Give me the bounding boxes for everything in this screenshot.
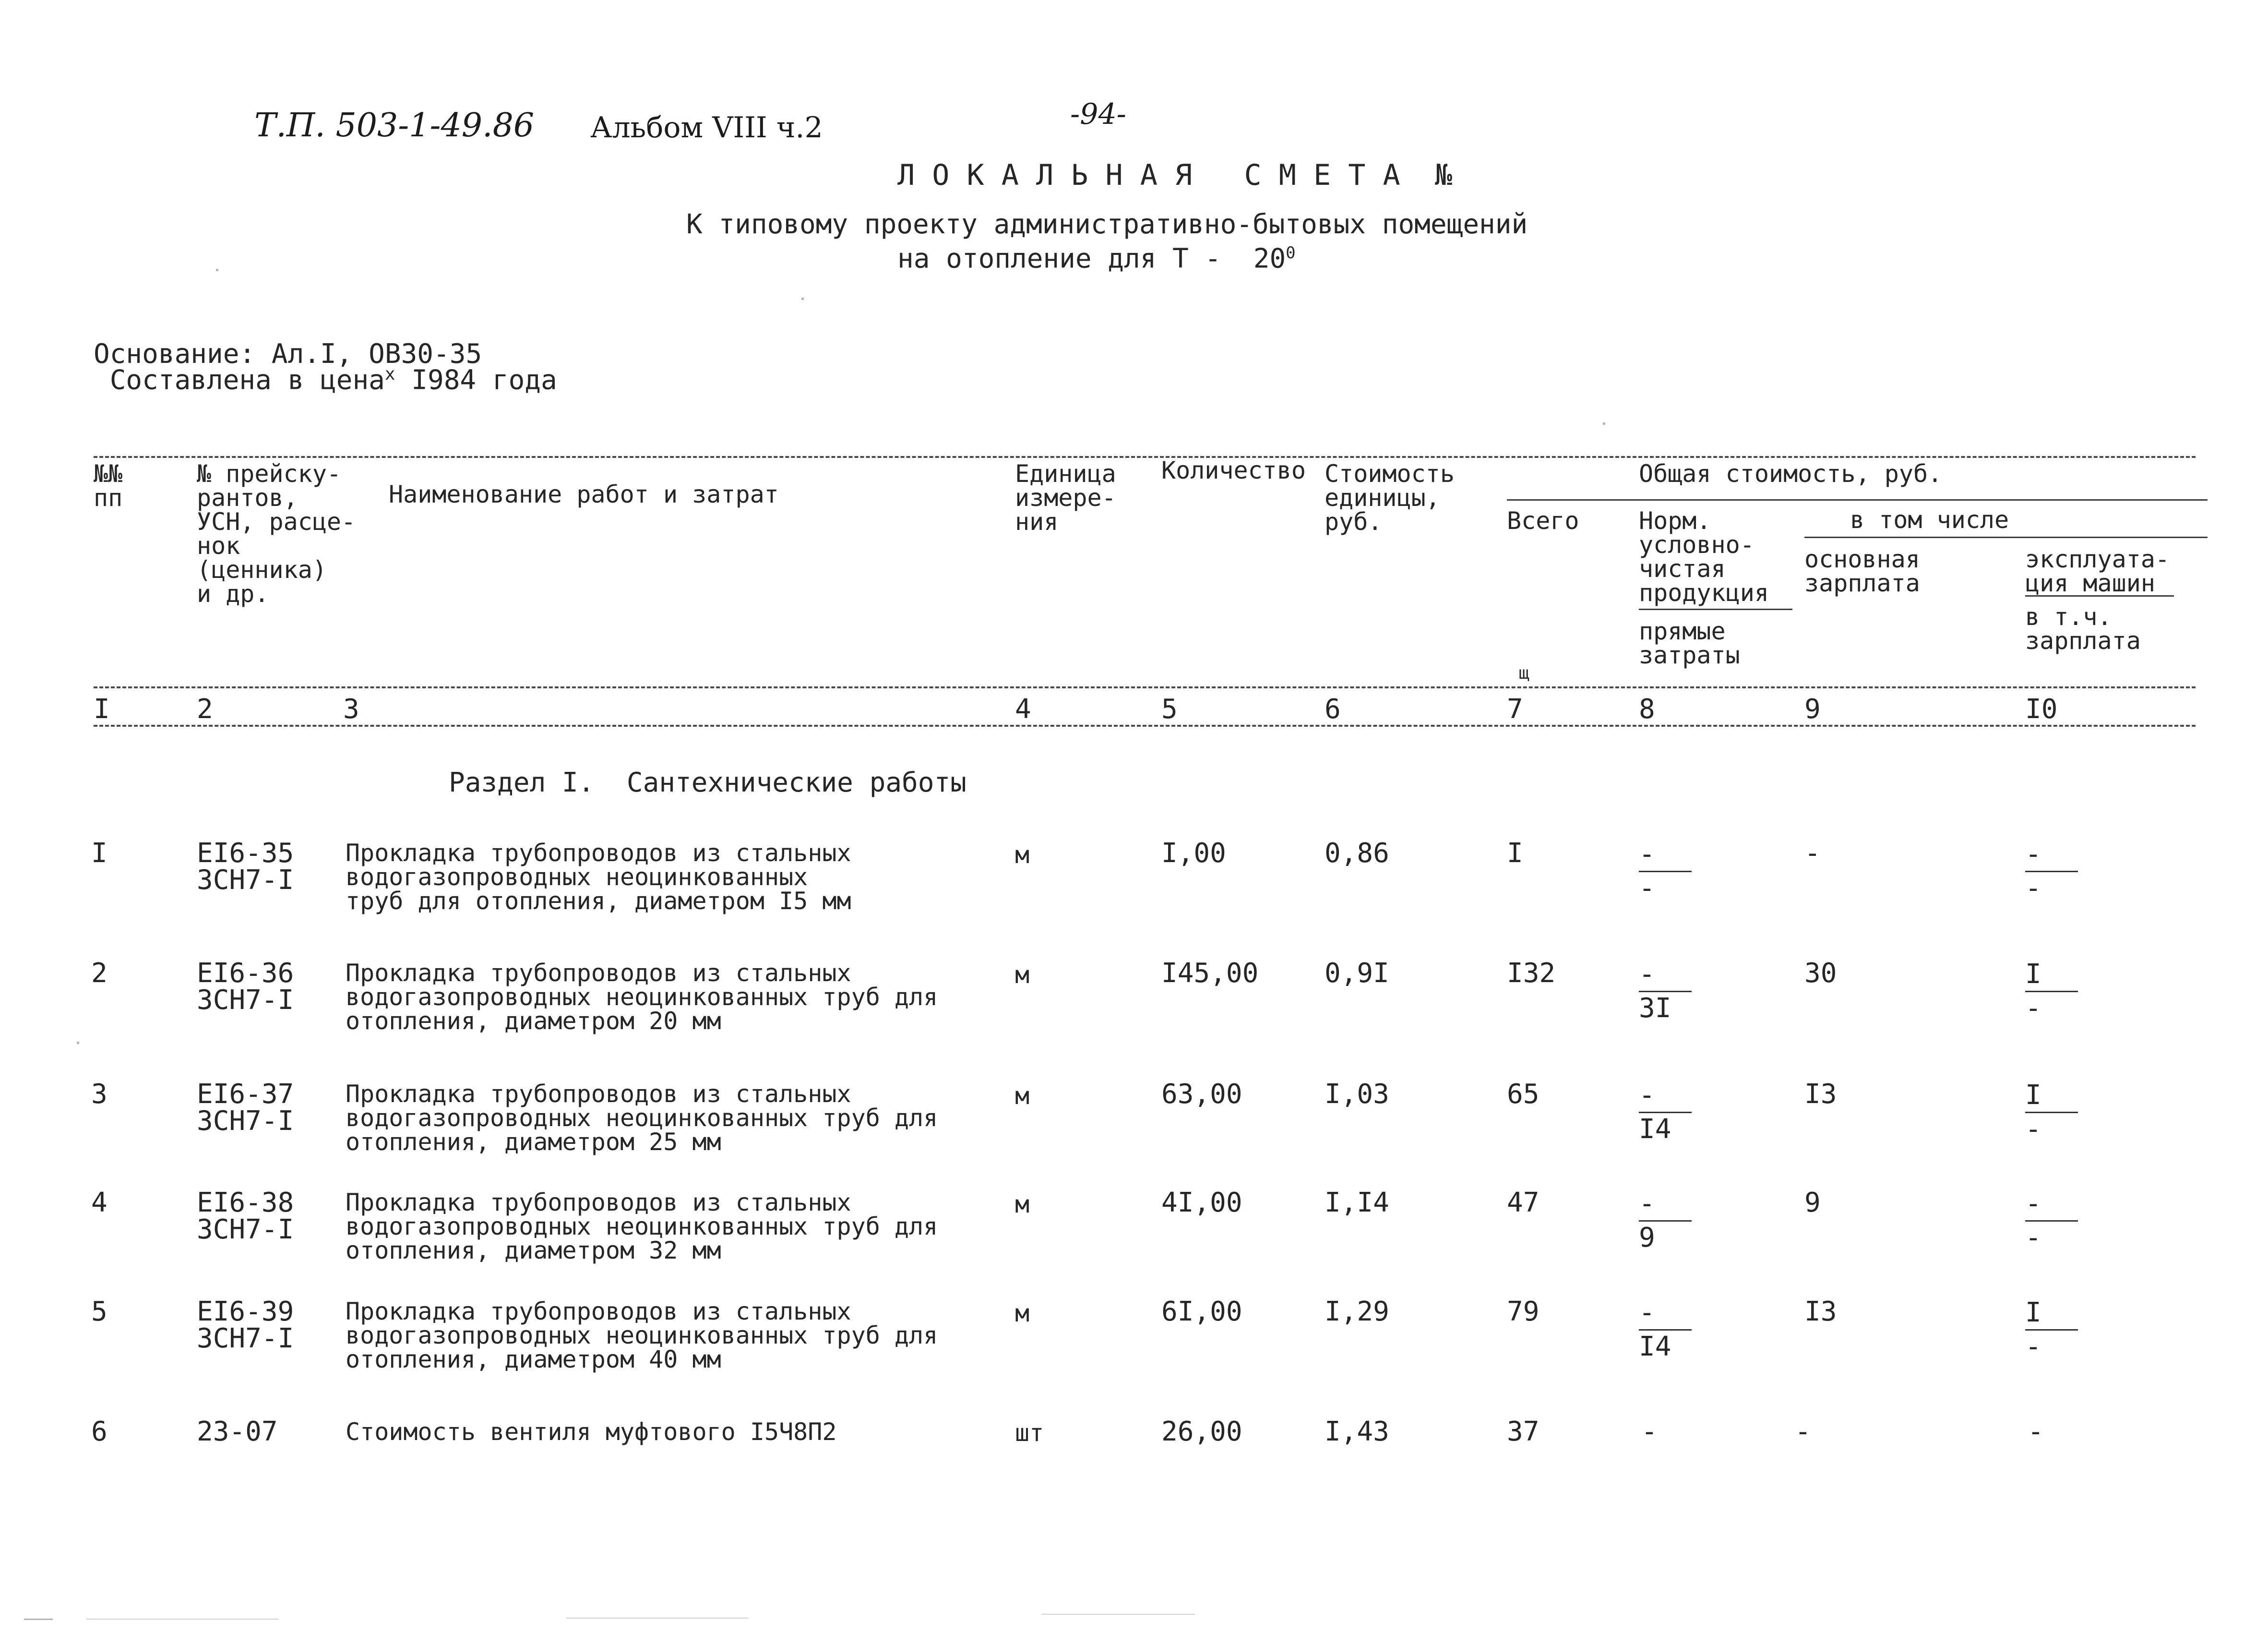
stray-mark: щ xyxy=(1519,663,1529,683)
row-number: 5 xyxy=(91,1296,107,1327)
row-machines-top: I xyxy=(2025,1297,2041,1328)
row-norm-fraction xyxy=(1639,961,1701,1022)
fraction-bar xyxy=(1639,991,1692,992)
header-col-unit-cost: Стоимость единицы, руб. xyxy=(1325,460,1455,536)
row-machines: - xyxy=(2028,1416,2044,1447)
row-machines-top: I xyxy=(2025,1080,2041,1111)
total-group-rule xyxy=(1507,499,2208,501)
row-machines-bottom: - xyxy=(2025,993,2041,1024)
header-col-machines-salary: в т.ч. зарплата xyxy=(2025,603,2141,655)
section-title: Раздел I. Сантехнические работы xyxy=(449,767,967,798)
row-name: Прокладка трубопроводов из стальных водогазопроводных неоцинкованных труб для отопления, диаметром 20 мм xyxy=(346,959,938,1035)
album-label: Альбом VIII ч.2 xyxy=(590,111,823,144)
header-col-code: № прейску- рантов, УСН, расце- нок (ценника) и др. xyxy=(197,460,356,608)
scan-speck xyxy=(86,1619,278,1620)
row-salary: - xyxy=(1795,1416,1811,1447)
header-col-norm: Норм. условно- чистая продукция xyxy=(1639,507,1769,607)
column-number-5: 5 xyxy=(1161,694,1178,725)
row-total: 47 xyxy=(1507,1187,1540,1218)
row-norm-bottom: I4 xyxy=(1639,1114,1671,1145)
row-salary: 9 xyxy=(1804,1187,1821,1218)
fraction-bar xyxy=(2025,991,2078,992)
row-code: ЕI6-35 ЗСН7-I xyxy=(197,838,294,896)
row-total: 37 xyxy=(1507,1416,1540,1447)
header-col-machines: эксплуата- ция машин xyxy=(2025,545,2170,597)
header-col-nn: №№ пп xyxy=(94,460,123,512)
fraction-bar xyxy=(2025,1220,2078,1222)
scan-speck xyxy=(801,298,804,300)
row-unit-cost: I,03 xyxy=(1325,1079,1389,1110)
row-qty: I45,00 xyxy=(1161,958,1259,989)
subtitle-line-2 xyxy=(897,245,1296,273)
row-unit: м xyxy=(1015,841,1030,869)
row-machines-fraction xyxy=(2025,1190,2088,1251)
column-number-9: 9 xyxy=(1804,694,1821,725)
row-norm-bottom: I4 xyxy=(1639,1331,1671,1362)
row-unit: шт xyxy=(1015,1419,1044,1447)
header-col-salary: основная зарплата xyxy=(1804,545,1920,597)
project-code: Т.П. 503-1-49.86 xyxy=(254,107,535,144)
row-code: ЕI6-36 ЗСН7-I xyxy=(197,958,294,1016)
row-qty: 26,00 xyxy=(1161,1416,1242,1447)
header-col-direct: прямые затраты xyxy=(1639,617,1740,669)
row-number: 2 xyxy=(91,958,107,989)
row-machines-fraction xyxy=(2025,961,2088,1022)
column-numbers-rule xyxy=(94,725,2196,727)
row-norm-bottom: 3I xyxy=(1639,993,1671,1024)
fraction-bar xyxy=(1639,1220,1692,1222)
row-name: Стоимость вентиля муфтового I5Ч8П2 xyxy=(346,1418,837,1446)
header-bottom-rule xyxy=(94,686,2196,688)
row-norm-fraction xyxy=(1639,1190,1701,1251)
row-norm-top: - xyxy=(1639,1080,1655,1111)
row-total: I xyxy=(1507,838,1523,869)
row-unit-cost: I,29 xyxy=(1325,1296,1389,1327)
row-unit: м xyxy=(1015,1299,1030,1327)
scan-speck xyxy=(24,1619,53,1620)
row-name: Прокладка трубопроводов из стальных водогазопроводных неоцинкованных труб для отопления, диаметром I5 мм xyxy=(346,839,851,915)
header-col-incl: в том числе xyxy=(1850,506,2009,534)
row-machines-bottom: - xyxy=(2025,1222,2041,1253)
basis-line: Основание: Ал.I, ОВ30-35 xyxy=(94,338,482,370)
row-norm-fraction xyxy=(1639,841,1701,902)
column-number-2: 2 xyxy=(197,694,213,725)
prices-superscript: х xyxy=(384,364,395,384)
fraction-bar xyxy=(1639,1329,1692,1331)
row-salary: I3 xyxy=(1804,1296,1837,1327)
subtitle-text: на отопление для Т - 20 xyxy=(897,243,1286,275)
row-unit-cost: I,I4 xyxy=(1325,1187,1389,1218)
column-number-7: 7 xyxy=(1507,694,1523,725)
row-unit: м xyxy=(1015,961,1030,989)
row-norm-top: - xyxy=(1639,1188,1655,1219)
row-unit: м xyxy=(1015,1190,1030,1218)
norm-split-rule xyxy=(1639,609,1792,610)
row-norm-top: - xyxy=(1639,1297,1655,1328)
row-number: I xyxy=(91,838,107,869)
fraction-bar xyxy=(2025,1329,2078,1331)
column-number-4: 4 xyxy=(1015,694,1031,725)
row-qty: 6I,00 xyxy=(1161,1296,1242,1327)
row-unit-cost: I,43 xyxy=(1325,1416,1389,1447)
row-machines-top: - xyxy=(2025,839,2041,870)
row-unit-cost: 0,9I xyxy=(1325,958,1389,989)
row-norm-top: - xyxy=(1639,959,1655,990)
row-salary: - xyxy=(1804,838,1821,869)
row-code: ЕI6-39 ЗСН7-I xyxy=(197,1296,294,1354)
row-norm-fraction xyxy=(1639,1082,1701,1143)
row-number: 6 xyxy=(91,1416,107,1447)
scan-speck xyxy=(566,1618,749,1619)
row-name: Прокладка трубопроводов из стальных водогазопроводных неоцинкованных труб для отопления, диаметром 40 мм xyxy=(346,1297,938,1373)
row-machines-fraction xyxy=(2025,1082,2088,1143)
prices-suffix: I984 года xyxy=(395,364,557,396)
scan-speck xyxy=(1603,422,1605,425)
subtitle-line-1: К типовому проекту административно-бытовых помещений xyxy=(686,209,1528,240)
row-norm: - xyxy=(1641,1416,1658,1447)
row-code: 23-07 xyxy=(197,1416,278,1447)
row-number: 3 xyxy=(91,1079,107,1110)
row-machines-bottom: - xyxy=(2025,1331,2041,1362)
degree-superscript: 0 xyxy=(1286,243,1296,263)
header-top-rule xyxy=(94,456,2196,458)
column-number-3: 3 xyxy=(343,694,359,725)
header-col-total-group: Общая стоимость, руб. xyxy=(1639,460,1943,488)
fraction-bar xyxy=(2025,1112,2078,1113)
document-title: Л О К А Л Ь Н А Я С М Е Т А № xyxy=(897,158,1452,192)
row-qty: 63,00 xyxy=(1161,1079,1242,1110)
row-number: 4 xyxy=(91,1187,107,1218)
prices-prefix: Составлена в цена xyxy=(94,364,385,396)
row-norm-bottom: - xyxy=(1639,873,1655,904)
header-col-total: Всего xyxy=(1507,507,1579,535)
page-number: -94- xyxy=(1070,97,1126,131)
row-name: Прокладка трубопроводов из стальных водогазопроводных неоцинкованных труб для отопления, диаметром 32 мм xyxy=(346,1189,938,1264)
row-qty: 4I,00 xyxy=(1161,1187,1242,1218)
row-machines-top: I xyxy=(2025,959,2041,990)
row-unit-cost: 0,86 xyxy=(1325,838,1389,869)
incl-group-rule xyxy=(1804,537,2208,538)
row-total: I32 xyxy=(1507,958,1556,989)
row-unit: м xyxy=(1015,1082,1030,1110)
scan-speck xyxy=(1041,1614,1195,1615)
row-machines-bottom: - xyxy=(2025,1114,2041,1145)
row-qty: I,00 xyxy=(1161,838,1226,869)
fraction-bar xyxy=(2025,871,2078,872)
fraction-bar xyxy=(1639,1112,1692,1113)
row-norm-fraction xyxy=(1639,1299,1701,1360)
fraction-bar xyxy=(1639,871,1692,872)
row-code: ЕI6-38 ЗСН7-I xyxy=(197,1187,294,1245)
header-col-name: Наименование работ и затрат xyxy=(389,480,779,508)
row-total: 79 xyxy=(1507,1296,1540,1327)
row-salary: 30 xyxy=(1804,958,1837,989)
prices-line xyxy=(94,366,557,394)
row-norm-top: - xyxy=(1639,839,1655,870)
row-name: Прокладка трубопроводов из стальных водогазопроводных неоцинкованных труб для отопления, диаметром 25 мм xyxy=(346,1080,938,1156)
scan-speck xyxy=(77,1042,79,1044)
column-number-10: I0 xyxy=(2025,694,2058,725)
header-col-qty: Количество xyxy=(1161,456,1306,484)
column-number-1: I xyxy=(94,694,110,725)
column-number-6: 6 xyxy=(1325,694,1341,725)
row-machines-fraction xyxy=(2025,1299,2088,1360)
row-code: ЕI6-37 ЗСН7-I xyxy=(197,1079,294,1137)
row-total: 65 xyxy=(1507,1079,1540,1110)
scan-speck xyxy=(216,269,218,271)
column-number-8: 8 xyxy=(1639,694,1655,725)
row-machines-fraction xyxy=(2025,841,2088,902)
row-salary: I3 xyxy=(1804,1079,1837,1110)
row-machines-top: - xyxy=(2025,1188,2041,1219)
row-machines-bottom: - xyxy=(2025,873,2041,904)
row-norm-bottom: 9 xyxy=(1639,1222,1655,1253)
header-col-unit: Единица измере- ния xyxy=(1015,460,1116,536)
